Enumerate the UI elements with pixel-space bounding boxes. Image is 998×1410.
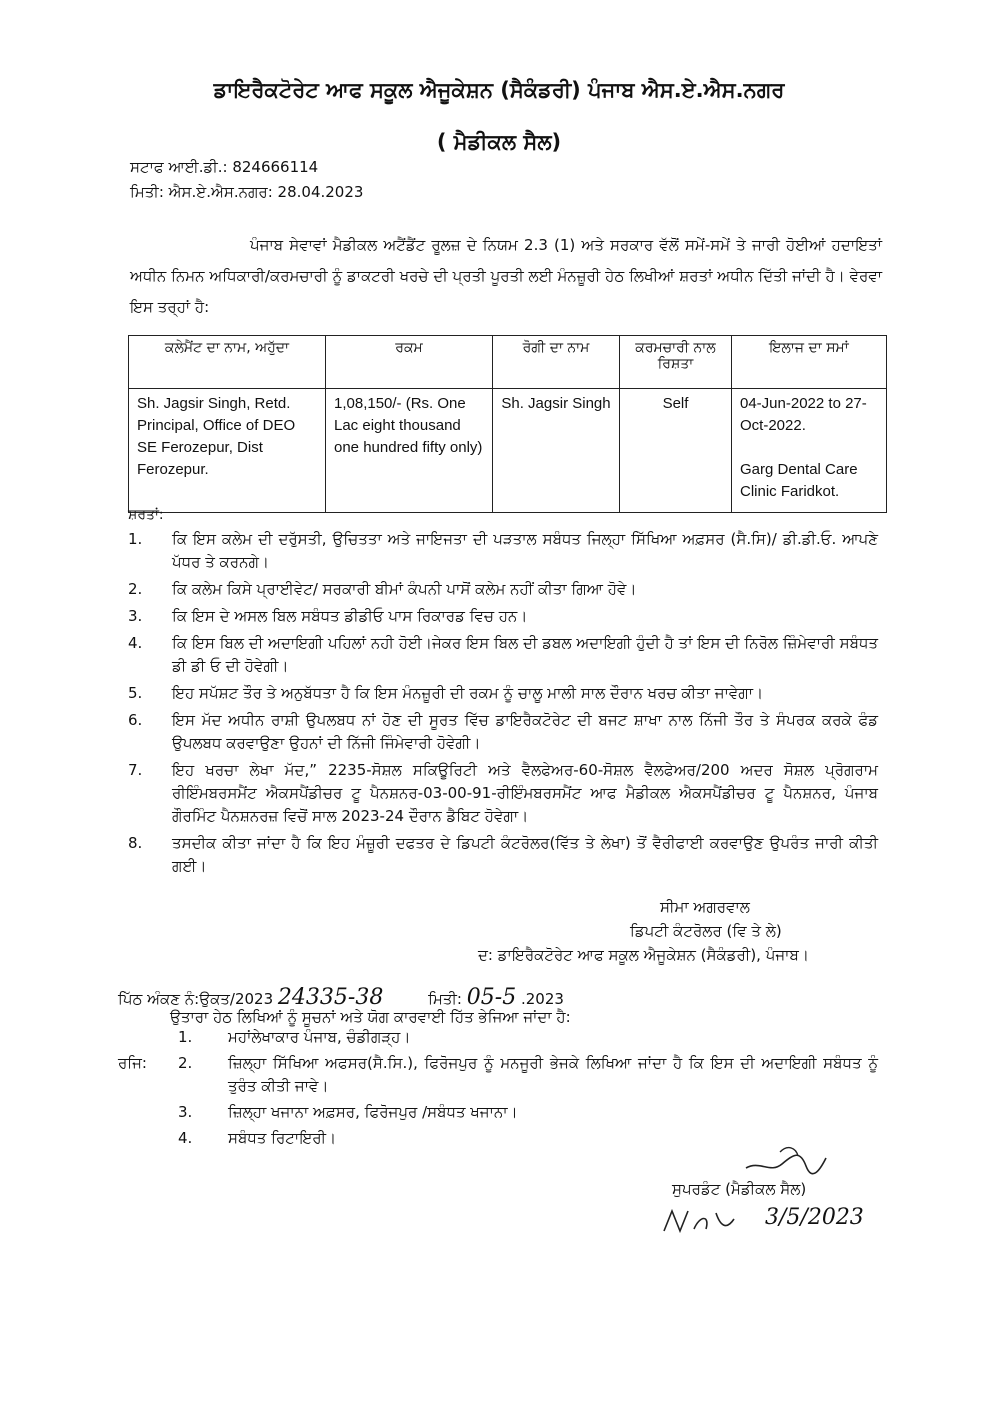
copy-number: 3. — [178, 1103, 193, 1121]
copy-text: ਮਹਾਂਲੇਖਾਕਾਰ ਪੰਜਾਬ, ਚੰਡੀਗੜ੍ਹ। — [228, 1028, 411, 1046]
endorsement-number-handwritten: 24335-38 — [277, 985, 384, 1010]
condition-text: ਕਿ ਇਸ ਬਿਲ ਦੀ ਅਦਾਇਗੀ ਪਹਿਲਾਂ ਨਹੀ ਹੋਈ।ਜੇਕਰ ਇਸ ਬਿਲ ਦੀ ਡਬਲ ਅਦਾਇਗੀ ਹੁੰਦੀ ਹੈ ਤਾਂ ਇਸ ਦੀ ਨਿਰੋਲ ਜ਼ਿੰਮੇਵਾਰੀ ਸਬੰਧਤ ਡੀ ਡੀ ਓ ਦੀ ਹੋਵੇਗੀ। — [172, 634, 878, 675]
copy-number: 4. — [178, 1129, 193, 1147]
copy-item — [118, 1052, 878, 1098]
signatory-designation: ਡਿਪਟੀ ਕੰਟਰੋਲਰ (ਵਿ ਤੇ ਲੇ) — [630, 922, 782, 940]
document-subtitle: ( ਮੈਡੀਕਲ ਸੈਲ) — [436, 130, 562, 154]
handwritten-date: 3/5/2023 — [765, 1205, 864, 1230]
patient-cell: Sh. Jagsir Singh — [493, 389, 620, 513]
endorsement-intro: ਉਤਾਰਾ ਹੇਠ ਲਿਖਿਆਂ ਨੂੰ ਸੂਚਨਾਂ ਅਤੇ ਯੋਗ ਕਾਰਵਾਈ ਹਿੱਤ ਭੇਜਿਆ ਜਾਂਦਾ ਹੈ: — [170, 1008, 571, 1026]
condition-text: ਤਸਦੀਕ ਕੀਤਾ ਜਾਂਦਾ ਹੈ ਕਿ ਇਹ ਮੰਜ਼ੂਰੀ ਦਫਤਰ ਦੇ ਡਿਪਟੀ ਕੰਟਰੋਲਰ(ਵਿੱਤ ਤੇ ਲੇਖਾ) ਤੋਂ ਵੈਰੀਫਾਈ ਕਰਵਾਉਣ ਉਪਰੰਤ ਜਾਰੀ ਕੀਤੀ ਗਈ। — [172, 834, 878, 875]
endorsement-line — [118, 985, 564, 1010]
conditions-list — [128, 528, 878, 882]
table-header: ਇਲਾਜ ਦਾ ਸਮਾਂ — [732, 336, 887, 389]
condition-item — [128, 682, 878, 705]
signatory-office: ਦ: ਡਾਇਰੈਕਟੋਰੇਟ ਆਫ ਸਕੂਲ ਐਜੂਕੇਸ਼ਨ (ਸੈਕੰਡਰੀ), ਪੰਜਾਬ। — [478, 946, 809, 964]
condition-item — [128, 759, 878, 828]
condition-item — [128, 632, 878, 678]
condition-number: 5. — [128, 684, 143, 702]
condition-item — [128, 578, 878, 601]
condition-number: 7. — [128, 761, 143, 779]
endorsement-date-label: ਮਿਤੀ: — [428, 990, 462, 1008]
copy-item — [118, 1026, 878, 1049]
treatment-cell — [732, 389, 887, 513]
conditions-heading: ਸ਼ਰਤਾਂ: — [128, 507, 164, 523]
endorsement-prefix: ਪਿੱਠ ਅੰਕਣ ਨੰ:ਉਕਤ/2023 — [118, 990, 274, 1008]
condition-number: 1. — [128, 530, 143, 548]
signatory-name: ਸੀਮਾ ਅਗਰਵਾਲ — [660, 898, 750, 916]
table-row — [129, 389, 887, 513]
table-header: ਰੋਗੀ ਦਾ ਨਾਮ — [493, 336, 620, 389]
claim-table — [128, 335, 887, 513]
issue-date: ਮਿਤੀ: ਐਸ.ਏ.ਐਸ.ਨਗਰ: 28.04.2023 — [130, 183, 364, 201]
copy-text: ਜ਼ਿਲ੍ਹਾ ਖਜਾਨਾ ਅਫ਼ਸਰ, ਫਿਰੋਜਪੁਰ /ਸਬੰਧਤ ਖਜਾਨਾ। — [228, 1103, 518, 1121]
copy-text: ਜ਼ਿਲ੍ਹਾ ਸਿੱਖਿਆ ਅਫਸਰ(ਸੈ.ਸਿ.), ਫਿਰੋਜਪੁਰ ਨੂੰ ਮਨਜੂਰੀ ਭੇਜਕੇ ਲਿਖਿਆ ਜਾਂਦਾ ਹੈ ਕਿ ਇਸ ਦੀ ਅਦਾਇਗੀ ਸਬੰਧਤ ਨੂੰ ਤੁਰੰਤ ਕੀਤੀ ਜਾਵੇ। — [228, 1054, 878, 1095]
condition-item — [128, 832, 878, 878]
condition-text: ਇਸ ਮੱਦ ਅਧੀਨ ਰਾਸ਼ੀ ਉਪਲਬਧ ਨਾਂ ਹੋਣ ਦੀ ਸੂਰਤ ਵਿੱਚ ਡਾਇਰੈਕਟੋਰੇਟ ਦੀ ਬਜਟ ਸ਼ਾਖਾ ਨਾਲ ਨਿੱਜੀ ਤੌਰ ਤੇ ਸੰਪਰਕ ਕਰਕੇ ਫੰਡ ਉਪਲਬਧ ਕਰਵਾਉਣਾ ਉਹਨਾਂ ਦੀ ਨਿੱਜੀ ਜਿੰਮੇਵਾਰੀ ਹੋਵੇਗੀ। — [172, 711, 878, 752]
condition-number: 3. — [128, 607, 143, 625]
treatment-period: 04-Jun-2022 to 27-Oct-2022. — [740, 395, 867, 434]
condition-number: 2. — [128, 580, 143, 598]
condition-number: 8. — [128, 834, 143, 852]
copy-number: 1. — [178, 1028, 193, 1046]
condition-text: ਕਿ ਇਸ ਦੇ ਅਸਲ ਬਿਲ ਸਬੰਧਤ ਡੀਡੀਓ ਪਾਸ ਰਿਕਾਰਡ ਵਿਚ ਹਨ। — [172, 607, 528, 625]
condition-number: 4. — [128, 634, 143, 652]
copy-list — [118, 1026, 878, 1153]
copy-number: 2. — [178, 1054, 193, 1072]
registered-prefix: ਰਜਿ: — [118, 1054, 147, 1072]
intro-paragraph: ਪੰਜਾਬ ਸੇਵਾਵਾਂ ਮੈਡੀਕਲ ਅਟੈਂਡੈਂਟ ਰੂਲਜ਼ ਦੇ ਨਿਯਮ 2.3 (1) ਅਤੇ ਸਰਕਾਰ ਵੱਲੋਂ ਸਮੇਂ-ਸਮੇਂ ਤੇ ਜਾਰੀ ਹੋਈਆਂ ਹਦਾਇਤਾਂ ਅਧੀਨ ਨਿਮਨ ਅਧਿਕਾਰੀ/ਕਰਮਚਾਰੀ ਨੂੰ ਡਾਕਟਰੀ ਖਰਚੇ ਦੀ ਪ੍ਰਤੀ ਪੂਰਤੀ ਲਈ ਮੰਨਜ਼ੂਰੀ ਹੇਠ ਲਿਖੀਆਂ ਸ਼ਰਤਾਂ ਅਧੀਨ ਦਿੱਤੀ ਜਾਂਦੀ ਹੈ। ਵੇਰਵਾ ਇਸ ਤਰ੍ਹਾਂ ਹੈ: — [130, 236, 882, 316]
table-header-row — [129, 336, 887, 389]
claimant-cell: Sh. Jagsir Singh, Retd. Principal, Office of DEO SE Ferozepur, Dist Ferozepur. — [129, 389, 326, 513]
endorsement-date-handwritten: 05-5 — [466, 985, 517, 1010]
initials-signature — [660, 1205, 740, 1237]
condition-text: ਕਿ ਇਸ ਕਲੇਮ ਦੀ ਦਰੁੱਸਤੀ, ਉਚਿਤਤਾ ਅਤੇ ਜਾਇਜਤਾ ਦੀ ਪੜਤਾਲ ਸਬੰਧਤ ਜਿਲ੍ਹਾ ਸਿੱਖਿਆ ਅਫ਼ਸਰ (ਸੈ.ਸਿ)/ ਡੀ.ਡੀ.ਓ. ਆਪਣੇ ਪੱਧਰ ਤੇ ਕਰਨਗੇ। — [172, 530, 878, 571]
endorsement-date-suffix: .2023 — [520, 990, 564, 1008]
condition-item — [128, 709, 878, 755]
staff-id: ਸਟਾਫ ਆਈ.ਡੀ.: 824666114 — [130, 158, 319, 176]
table-header: ਰਕਮ — [326, 336, 493, 389]
amount-cell: 1,08,150/- (Rs. One Lac eight thousand one hundred fifty only) — [326, 389, 493, 513]
condition-text: ਇਹ ਖਰਚਾ ਲੇਖਾ ਮੱਦ,” 2235-ਸੋਸ਼ਲ ਸਕਿਊਰਿਟੀ ਅਤੇ ਵੈਲਫੇਅਰ-60-ਸੋਸ਼ਲ ਵੈਲਫੇਅਰ/200 ਅਦਰ ਸੋਸ਼ਲ ਪ੍ਰੋਗਰਾਮ ਰੀਇੰਮਬਰਸਮੈਂਟ ਐਕਸਪੈਂਡੀਚਰ ਟੂ ਪੈਨਸ਼ਨਰ-03-00-91-ਰੀਇੰਮਬਰਸਮੈਂਟ ਆਫ ਮੈਡੀਕਲ ਐਕਸਪੈਂਡੀਚਰ ਟੂ ਪੈਨਸ਼ਨਰ, ਪੰਜਾਬ ਗੌਰਮਿੰਟ ਪੈਨਸ਼ਨਰਜ਼ ਵਿਚੋਂ ਸਾਲ 2023-24 ਦੌਰਾਨ ਡੈਬਿਟ ਹੋਵੇਗਾ। — [172, 761, 878, 825]
condition-item — [128, 605, 878, 628]
hospital-name: Garg Dental Care Clinic Faridkot. — [740, 461, 858, 500]
condition-number: 6. — [128, 711, 143, 729]
document-title: ਡਾਇਰੈਕਟੋਰੇਟ ਆਫ ਸਕੂਲ ਐਜੂਕੇਸ਼ਨ (ਸੈਕੰਡਰੀ) ਪੰਜਾਬ ਐਸ.ਏ.ਐਸ.ਨਗਰ — [213, 78, 785, 102]
superintendent-signature — [740, 1140, 830, 1180]
superintendent-designation: ਸੁਪਰਡੰਟ (ਮੈਡੀਕਲ ਸੈਲ) — [672, 1180, 807, 1198]
copy-text: ਸਬੰਧਤ ਰਿਟਾਇਰੀ। — [228, 1129, 337, 1147]
table-header: ਕਰਮਚਾਰੀ ਨਾਲ ਰਿਸ਼ਤਾ — [620, 336, 732, 389]
condition-text: ਕਿ ਕਲੇਮ ਕਿਸੇ ਪ੍ਰਾਈਵੇਟ/ ਸਰਕਾਰੀ ਬੀਮਾਂ ਕੰਪਨੀ ਪਾਸੋਂ ਕਲੇਮ ਨਹੀਂ ਕੀਤਾ ਗਿਆ ਹੋਵੇ। — [172, 580, 637, 598]
table-header: ਕਲੇਮੈਂਟ ਦਾ ਨਾਮ, ਅਹੁੱਦਾ — [129, 336, 326, 389]
relation-cell: Self — [620, 389, 732, 513]
condition-item — [128, 528, 878, 574]
copy-item — [118, 1101, 878, 1124]
condition-text: ਇਹ ਸਪੱਸ਼ਟ ਤੌਰ ਤੇ ਅਨੁਬੱਧਤਾ ਹੈ ਕਿ ਇਸ ਮੰਨਜ਼ੂਰੀ ਦੀ ਰਕਮ ਨੂੰ ਚਾਲੂ ਮਾਲੀ ਸਾਲ ਦੌਰਾਨ ਖਰਚ ਕੀਤਾ ਜਾਵੇਗਾ। — [172, 684, 764, 702]
